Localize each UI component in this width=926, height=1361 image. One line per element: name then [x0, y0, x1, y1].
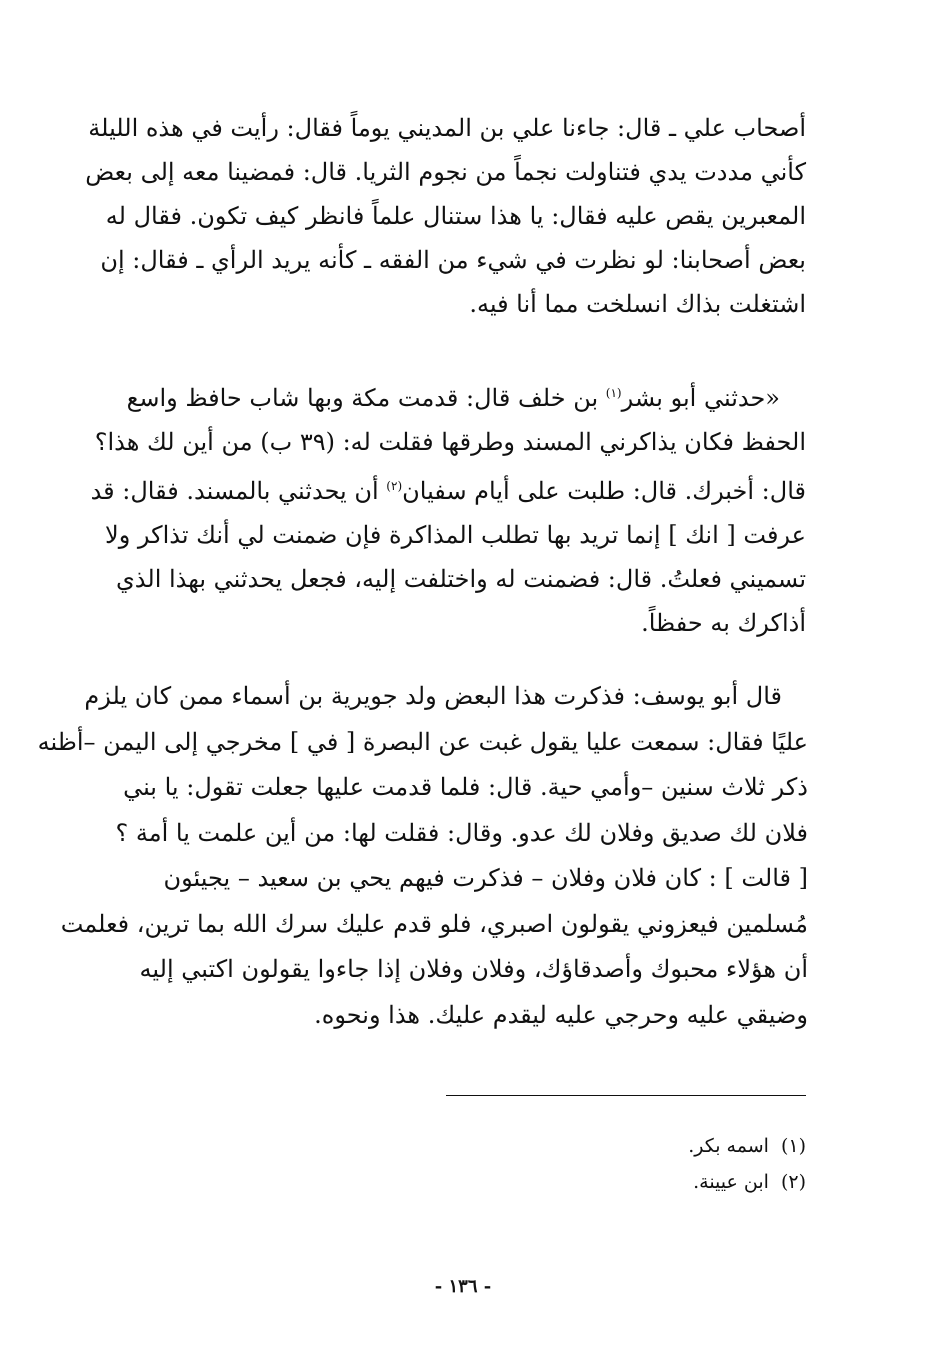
paragraph-line: اشتغلت بذاك انسلخت مما أنا فيه.	[469, 290, 806, 318]
footnote-ref-1: (١)	[605, 386, 622, 400]
footnote-item	[406, 1128, 806, 1164]
paragraph-line: تسميني فعلتُ. قال: فضمنت له واختلفت إليه، فجعل يحدثني بهذا الذي	[116, 565, 806, 593]
line-text: أن يحدثني بالمسند. فقال: قد	[90, 477, 387, 505]
paragraph-line: بعض أصحابنا: لو نظرت في شيء من الفقه ـ كأنه يريد الرأي ـ فقال: إن	[100, 246, 806, 274]
paragraph-line: المعبرين يقص عليه فقال: يا هذا ستنال علماً فانظر كيف تكون. فقال له	[105, 202, 806, 230]
line-text: قال: أخبرك. قال: طلبت على أيام سفيان	[402, 477, 806, 505]
page-number: - ١٣٦ -	[434, 1276, 492, 1297]
paragraph-line: وضيقي عليه وحرجي عليه ليقدم عليك. هذا ونحوه.	[314, 1000, 808, 1029]
line-text: «حدثني أبو بشر	[621, 384, 780, 412]
paragraph-2	[90, 371, 806, 645]
paragraph-line: أن هؤلاء محبوك وأصدقاؤك، وفلان وفلان إذا جاءوا يقولون اكتبي إليه	[139, 955, 808, 983]
paragraph-line: الحفظ فكان يذاكرني المسند وطرقها فقلت له: (٣٩ ب) من أين لك هذا؟	[94, 428, 806, 456]
paragraph-1	[85, 106, 806, 326]
footnote-item	[406, 1164, 806, 1200]
paragraph-3	[37, 674, 808, 1038]
paragraph-line	[116, 371, 806, 420]
line-text: بن خلف قال: قدمت مكة وبها شاب حافظ واسع	[126, 384, 606, 412]
footnote-text: اسمه بكر.	[688, 1135, 769, 1157]
paragraph-line: أصحاب علي ـ قال: جاءنا علي بن المديني يوماً فقال: رأيت في هذه الليلة	[88, 114, 806, 142]
paragraph-line	[90, 464, 806, 513]
paragraph-line: كأني مددت يدي فتناولت نجماً من نجوم الثريا. قال: فمضينا معه إلى بعض	[85, 158, 806, 186]
footnotes	[406, 1128, 806, 1200]
paragraph-line: [ قالت ] : كان فلان وفلان – فذكرت فيهم يحي بن سعيد – يجيئون	[163, 864, 808, 892]
paragraph-line: ذكر ثلاث سنين –وأمي حية. قال: فلما قدمت عليها جعلت تقول: يا بني	[123, 773, 808, 801]
paragraph-line: عليًا فقال: سمعت عليا يقول غبت عن البصرة [ في ] مخرجي إلى اليمن –أظنه	[37, 727, 808, 756]
footnote-number: (١)	[780, 1135, 806, 1157]
footnote-text: ابن عيينة.	[693, 1171, 769, 1193]
paragraph-line: أذاكرك به حفظاً.	[641, 609, 806, 637]
footnote-ref-2: (٢)	[386, 479, 403, 493]
paragraph-line: عرفت [ انك ] إنما تريد بها تطلب المذاكرة فإن ضمنت لي أنك تذاكر ولا	[105, 521, 806, 549]
footnote-divider	[446, 1095, 806, 1096]
paragraph-line: مُسلمين فيعزوني يقولون اصبري، فلو قدم عليك سرك الله بما ترين، فعلمت	[60, 909, 808, 938]
footnote-number: (٢)	[780, 1171, 806, 1193]
paragraph-line: فلان لك صديق وفلان لك عدو. وقال: فقلت لها: من أين علمت يا أمة ؟	[115, 818, 808, 847]
paragraph-line: قال أبو يوسف: فذكرت هذا البعض ولد جويرية بن أسماء ممن كان يلزم	[84, 682, 782, 710]
